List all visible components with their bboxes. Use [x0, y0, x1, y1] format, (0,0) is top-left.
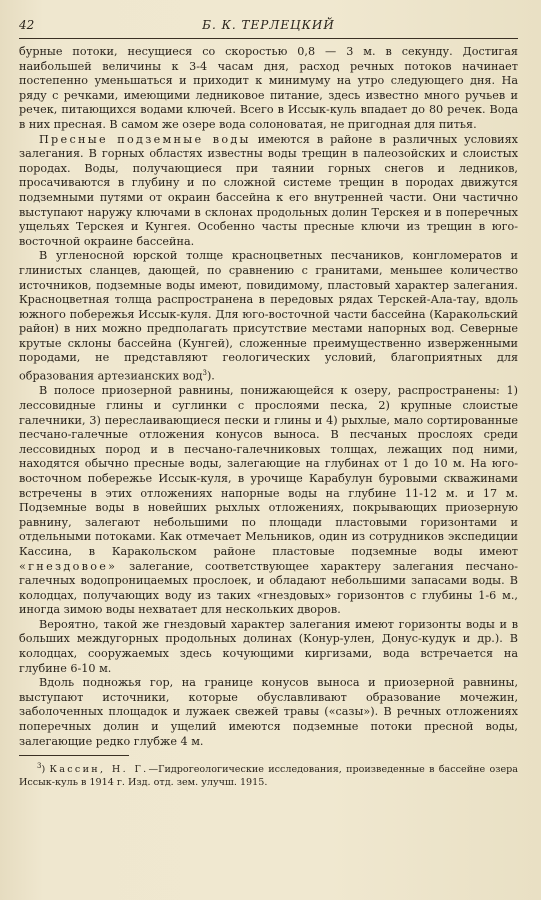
footnote-mark: 3: [37, 762, 42, 771]
paragraph-6: Вдоль подножья гор, на границе конусов выноса и приозерной равнины, выступают источники, которые обуславливают образование мочежин, заболоченных площадок и лужаек свежей травы («сазы»). В речных отложениях поперечных долин и ущелий имеются подземные потоки пресной воды, залегающие редко глубже 4 м.: [19, 676, 518, 748]
paragraph-4: [19, 384, 518, 618]
paragraph-2: [19, 133, 518, 250]
paragraph-3-text: В угленосной юрской толще красноцветных песчаников, конгломератов и глинистых сланцев, дающей, по сравнению с гранитами, меньшее количество источников, подземные воды имеют, повидимому, пластовый характер залегания. Красноцветная толща распространена в передовых рядах Терскей-Ала-тау, вдоль южного побережья Иссык-куля. Для юго-восточной части бассейна (Каракольский район) в них можно предполагать присутствие местами напорных вод. Северные крутые склоны бассейна (Кунгей), сложенные преимущественно изверженными породами, не представляют геологических условий, благоприятных для образования артезианских вод: [19, 249, 518, 383]
paragraph-5: Вероятно, такой же гнездовый характер залегания имеют горизонты воды и в больших междугорных продольных долинах (Конур-улен, Донус-кудук и др.). В колодцах, сооружаемых здесь кочующими киргизами, вода встречается на глубине 6-10 м.: [19, 617, 518, 675]
footnote-reference[interactable]: 3: [202, 369, 207, 378]
footnote-text: —Гидрогеологические исследования, произведенные в бассейне озера Иссык-куль в 1914 г. Изд. отд. зем. улучш. 1915.: [19, 764, 519, 789]
page-body: [19, 45, 518, 790]
paragraph-3: [19, 249, 518, 384]
footnote: $^3$) Кассин, Н. Г.—Гидрогеологические исследования, произведенные в бассейне озера Иссык-куль в 1914 г. Изд. отд. зем. улучш. 1915.: [19, 762, 519, 789]
footnote-author: Кассин, Н. Г.: [49, 764, 149, 776]
page-header: [19, 16, 518, 39]
term-fresh-groundwater: Пресные подземные воды: [39, 132, 251, 146]
running-head: Б. К. ТЕРЛЕЦКИЙ: [202, 18, 335, 32]
paragraph-3-end: ).: [206, 369, 215, 383]
paragraph-4-text-b: залегание, соответствующее характеру залегания песчано-галечных водопроницаемых прослоек, и обладают небольшими запасами воды. В колодцах, получающих воду из таких «гнездовых» горизонтов с глубины 1-6 м., иногда зимою воды нехватает для нескольких дворов.: [19, 559, 518, 617]
footnote-divider: [19, 755, 129, 756]
term-nested: «гнездовое»: [19, 559, 118, 573]
page-number: 42: [19, 18, 35, 32]
paragraph-1: бурные потоки, несущиеся со скоростью 0,8 — 3 м. в секунду. Достигая наибольшей величины к 3-4 часам дня, расход речных потоков начинает постепенно уменьшаться и приходит к минимуму на утро следующего дня. На ряду с речками, имеющими ледниковое питание, здесь известно много ручьев и речек, питающихся водами ключей. Всего в Иссык-куль впадает до 80 речек. Вода в них пресная. В самом же озере вода солоноватая, не пригодная для питья.: [19, 45, 518, 131]
paragraph-2-text: имеются в районе в различных условиях залегания. В горных областях известны воды трещин в палеозойских и слоистых породах. Воды, получающиеся при таянии горных снегов и ледников, просачиваются в глубину и по сложной системе трещин в породах движутся подземными путями от окраин бассейна к его внутренней части. Они частично выступают наружу ключами в склонах продольных долин Терскея и в поперечных ущельях Терскея и Кунгея. Особенно часты пресные ключи из трещин в юго-восточной окраине бассейна.: [19, 132, 518, 248]
paragraph-4-text-a: В полосе приозерной равнины, понижающейся к озеру, распространены: 1) лессовидные глины и суглинки с прослоями песка, 2) крупные слоистые галечники, 3) переслаивающиеся пески и глины и 4) рыхлые, мало сортированные песчано-галечные отложения конусов выноса. В песчаных прослоях среди лессовидных пород и в песчано-галечниковых толщах, лежащих под ними, находятся обычно пресные воды, залегающие на глубинах от 1 до 10 м. На юго-восточном побережье Иссык-куля, в урочище Карабулун буровыми скважинами встречены в этих отложениях напорные воды на глубине 11-12 м. и 17 м. Подземные воды в новейших рыхлых отложениях, покрывающих приозерную равнину, залегают небольшими по площади пластовыми горизонтами и отдельными потоками. Как отмечает Мельников, один из сотрудников экспедиции Кассина, в Каракольском районе пластовые подземные воды имеют: [19, 384, 518, 558]
